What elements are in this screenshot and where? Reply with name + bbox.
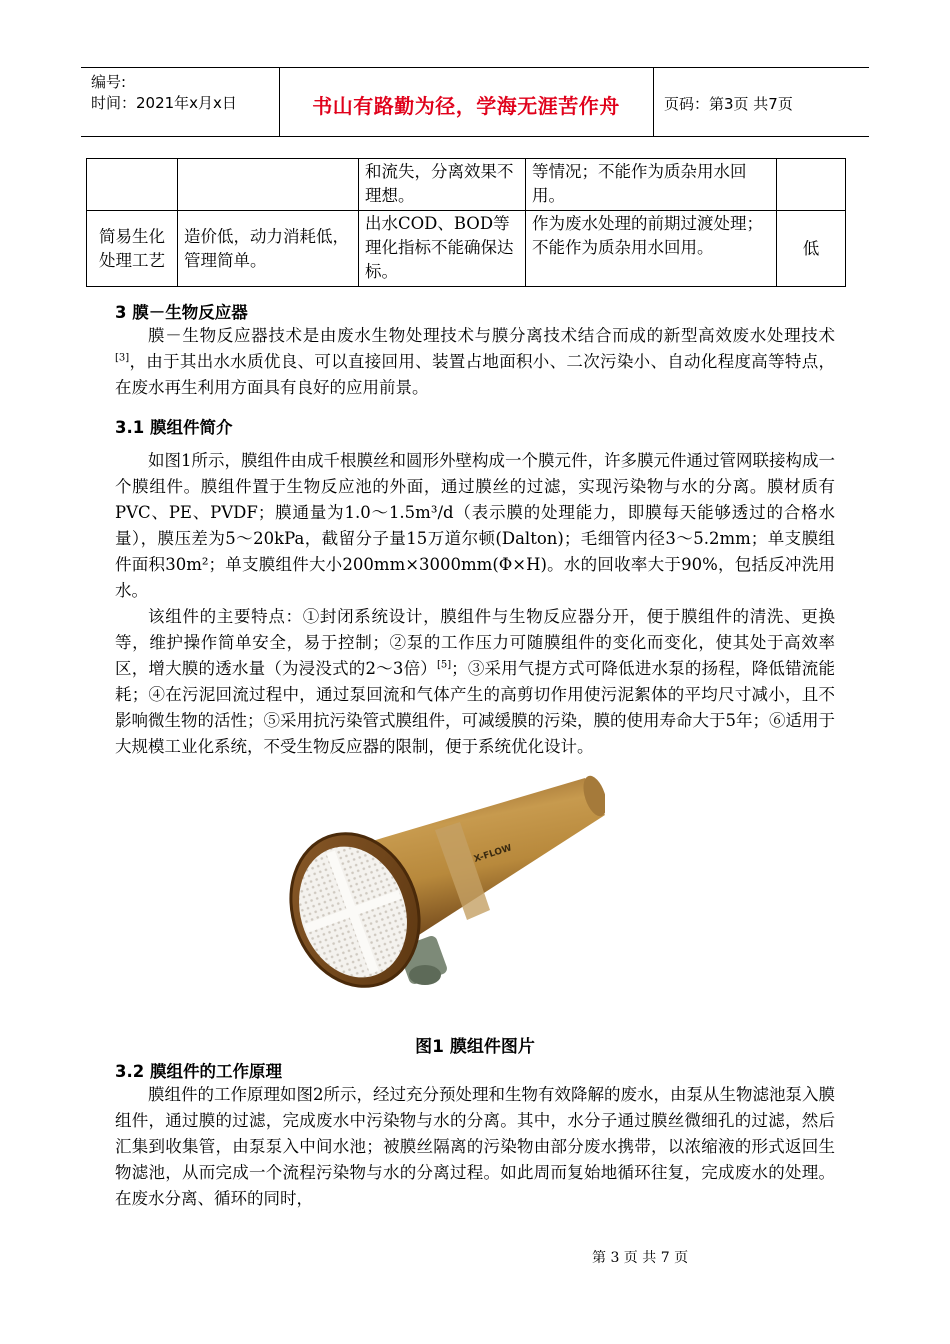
paragraph-text: 膜－生物反应器技术是由废水生物处理技术与膜分离技术结合而成的新型高效废水处理技术 [148,326,835,345]
table-cell: 出水COD、BOD等理化指标不能确保达标。 [359,211,526,287]
table-cell [87,159,178,211]
paragraph-text: ，由于其出水水质优良、可以直接回用、装置占地面积小、二次污染小、自动化程度高等特点，在废水再生利用方面具有良好的应用前景。 [115,352,835,397]
figure-caption: 图1 膜组件图片 [415,1037,535,1057]
section-heading: 3.1 膜组件简介 [115,418,233,437]
citation: [5] [436,659,452,671]
tube-brand-label: X-FLOW [472,843,514,865]
citation: [3] [115,352,130,364]
paragraph-text: ；③采用气提方式可降低进水泵的扬程，降低错流能耗；④在污泥回流过程中，通过泵回流和气体产生的高剪切作用使污泥絮体的平均尺寸减小，且不影响微生物的活性；⑤采用抗污染管式膜组件，可减缓膜的污染，膜的使用寿命大于5年；⑥适用于大规模工业化系统，不受生物反应器的限制，便于系统优化设计。 [115,659,836,756]
doc-time: 时间：2021年x月x日 [91,94,237,112]
section-32-text [115,1082,835,1212]
page-footer: 第 3 页 共 7 页 [592,1250,689,1266]
table-cell: 简易生化处理工艺 [87,211,178,287]
doc-number: 编号: [91,73,127,91]
table-cell: 和流失，分离效果不理想。 [359,159,526,211]
table-cell: 作为废水处理的前期过渡处理；不能作为质杂用水回用。 [526,211,777,287]
table-cell: 等情况；不能作为质杂用水回用。 [526,159,777,211]
header-divider [653,68,654,136]
table-cell: 低 [777,211,846,287]
paragraph: 膜组件的工作原理如图2所示，经过充分预处理和生物有效降解的废水，由泵从生物滤池泵入膜组件，通过膜的过滤，完成废水中污染物与水的分离。其中，水分子通过膜丝微细孔的过滤，然后汇集到收集管，由泵泵入中间水池；被膜丝隔离的污染物由部分废水携带，以浓缩液的形式返回生物滤池，从而完成一个流程污染物与水的分离过程。如此周而复始地循环往复，完成废水的处理。在废水分离、循环的同时， [115,1085,835,1208]
section-3-text [115,323,835,401]
table-cell: 造价低，动力消耗低，管理简单。 [178,211,359,287]
paragraph [115,604,835,760]
comparison-table [86,158,846,287]
membrane-module-image [285,770,605,1000]
section-31-text [115,448,835,760]
section-heading: 3 膜－生物反应器 [115,303,248,322]
paragraph [115,323,835,401]
table-row [87,159,846,211]
paragraph-text: 该组件的主要特点：①封闭系统设计，膜组件与生物反应器分开，便于膜组件的清洗、更换等，维护操作简单安全，易于控制；②泵的工作压力可随膜组件的变化而变化，使其处于高效率区，增大膜的透水量（为浸没式的2～3倍） [115,607,835,678]
paragraph: 如图1所示，膜组件由成千根膜丝和圆形外壁构成一个膜元件，许多膜元件通过管网联接构成一个膜组件。膜组件置于生物反应池的外面，通过膜丝的过滤，实现污染物与水的分离。膜材质有PVC、PE、PVDF；膜通量为1.0～1.5m³/d（表示膜的处理能力，即膜每天能够透过的合格水量），膜压差为5～20kPa，截留分子量15万道尔顿(Dalton)；毛细管内径3～5.2mm；单支膜组件面积30m²；单支膜组件大小200mm×3000mm(Φ×H)。水的回收率大于90%，包括反冲洗用水。 [115,451,835,600]
section-heading: 3.2 膜组件的工作原理 [115,1062,282,1081]
header-meta [91,72,237,114]
page-header [81,67,869,137]
table-row [87,211,846,287]
header-page-number: 页码：第3页 共7页 [664,95,793,113]
table-cell [777,159,846,211]
table-cell [178,159,359,211]
header-motto: 书山有路勤为径，学海无涯苦作舟 [312,94,620,118]
